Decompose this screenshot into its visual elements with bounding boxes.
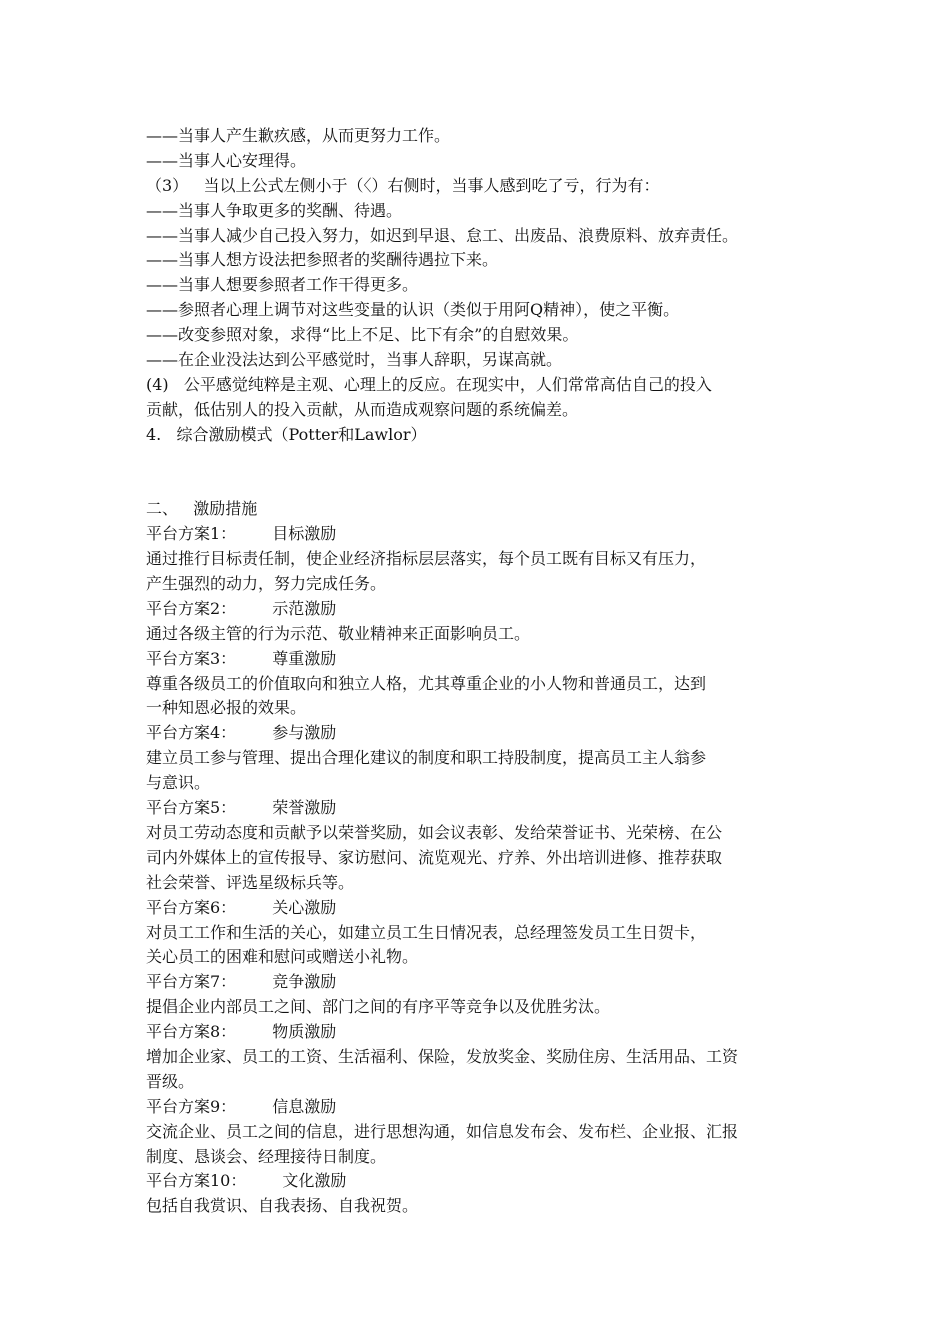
plan-title: 荣誉激励 (272, 798, 337, 818)
plan-body-line: 对员工劳动态度和贡献予以荣誉奖励，如会议表彰、发给荣誉证书、光荣榜、在公 (146, 822, 723, 842)
plan-title: 尊重激励 (272, 648, 337, 668)
plan-title: 文化激励 (282, 1171, 347, 1191)
upper-line: (4) 公平感觉纯粹是主观、心理上的反应。在现实中，人们常常高估自己的投入 (146, 374, 712, 394)
plan-body-line: 通过推行目标责任制，使企业经济指标层层落实，每个员工既有目标又有压力， (146, 549, 707, 569)
upper-line: ——参照者心理上调节对这些变量的认识（类似于用阿Q精神），使之平衡。 (146, 300, 680, 320)
plan-heading (146, 796, 814, 821)
plan-label: 平台方案8： (146, 1022, 237, 1042)
plan-body-line: 包括自我赏识、自我表扬、自我祝贺。 (146, 1196, 419, 1216)
plan-body-line: 尊重各级员工的价值取向和独立人格，尤其尊重企业的小人物和普通员工，达到 (146, 673, 707, 693)
plan-label: 平台方案3： (146, 648, 237, 668)
plan-label: 平台方案2： (146, 598, 237, 618)
plan-body-line: 建立员工参与管理、提出合理化建议的制度和职工持股制度，提高员工主人翁参 (146, 748, 707, 768)
plan-heading (146, 970, 814, 995)
plan-heading (146, 647, 814, 672)
plan-body-line: 制度、恳谈会、经理接待日制度。 (146, 1146, 387, 1166)
plan-label: 平台方案1： (146, 524, 237, 544)
plan-title: 关心激励 (272, 897, 337, 917)
upper-line: 贡献，低估别人的投入贡献，从而造成观察问题的系统偏差。 (146, 399, 579, 419)
plan-heading (146, 1169, 814, 1194)
upper-line: ——在企业没法达到公平感觉时，当事人辞职，另谋高就。 (146, 350, 563, 370)
plan-heading (146, 896, 814, 921)
document-page (146, 124, 814, 1219)
plan-title: 信息激励 (272, 1096, 337, 1116)
plan-label: 平台方案10： (146, 1171, 247, 1191)
plan-body-line: 交流企业、员工之间的信息，进行思想沟通，如信息发布会、发布栏、企业报、汇报 (146, 1121, 739, 1141)
plan-label: 平台方案4： (146, 723, 237, 743)
plan-label: 平台方案6： (146, 897, 237, 917)
plan-body-line: 提倡企业内部员工之间、部门之间的有序平等竞争以及优胜劣汰。 (146, 997, 611, 1017)
plan-title: 参与激励 (272, 723, 337, 743)
plan-heading (146, 721, 814, 746)
plan-body-line: 晋级。 (146, 1071, 195, 1091)
upper-line: ——当事人想方设法把参照者的奖酬待遇拉下来。 (146, 250, 499, 270)
plan-body-line: 与意识。 (146, 773, 211, 793)
upper-line: ——当事人心安理得。 (146, 150, 307, 170)
spacer (146, 472, 814, 497)
plan-heading (146, 1095, 814, 1120)
plan-body-line: 增加企业家、员工的工资、生活福利、保险，发放奖金、奖励住房、生活用品、工资 (146, 1046, 739, 1066)
plan-title: 示范激励 (272, 598, 337, 618)
plan-title: 目标激励 (272, 524, 337, 544)
spacer (146, 448, 814, 473)
plan-body-line: 产生强烈的动力，努力完成任务。 (146, 574, 387, 594)
upper-line: ——当事人争取更多的奖酬、待遇。 (146, 200, 403, 220)
section-heading: 二、 激励措施 (146, 499, 258, 519)
plan-body-line: 司内外媒体上的宣传报导、家访慰问、流览观光、疗养、外出培训进修、推荐获取 (146, 847, 723, 867)
upper-line: （3） 当以上公式左侧小于（〈）右侧时，当事人感到吃了亏，行为有： (146, 175, 660, 195)
plan-label: 平台方案9： (146, 1096, 237, 1116)
plan-label: 平台方案5： (146, 798, 237, 818)
plan-body-line: 对员工工作和生活的关心，如建立员工生日情况表，总经理签发员工生日贺卡， (146, 922, 707, 942)
plan-label: 平台方案7： (146, 972, 237, 992)
plan-body-line: 通过各级主管的行为示范、敬业精神来正面影响员工。 (146, 623, 531, 643)
plan-heading (146, 1020, 814, 1045)
plan-body-line: 社会荣誉、评选星级标兵等。 (146, 872, 355, 892)
plan-list (146, 522, 814, 1219)
plan-heading (146, 522, 814, 547)
plan-heading (146, 597, 814, 622)
plan-title: 竞争激励 (272, 972, 337, 992)
upper-line: ——当事人想要参照者工作干得更多。 (146, 275, 419, 295)
plan-title: 物质激励 (272, 1022, 337, 1042)
upper-line: 4. 综合激励模式（Potter和Lawlor） (146, 424, 427, 444)
plan-body-line: 关心员工的困难和慰问或赠送小礼物。 (146, 947, 419, 967)
plan-body-line: 一种知恩必报的效果。 (146, 698, 307, 718)
upper-line: ——当事人减少自己投入努力，如迟到早退、怠工、出废品、浪费原料、放弃责任。 (146, 225, 739, 245)
upper-line: ——改变参照对象，求得“比上不足、比下有余”的自慰效果。 (146, 325, 579, 345)
upper-line: ——当事人产生歉疚感，从而更努力工作。 (146, 126, 451, 145)
